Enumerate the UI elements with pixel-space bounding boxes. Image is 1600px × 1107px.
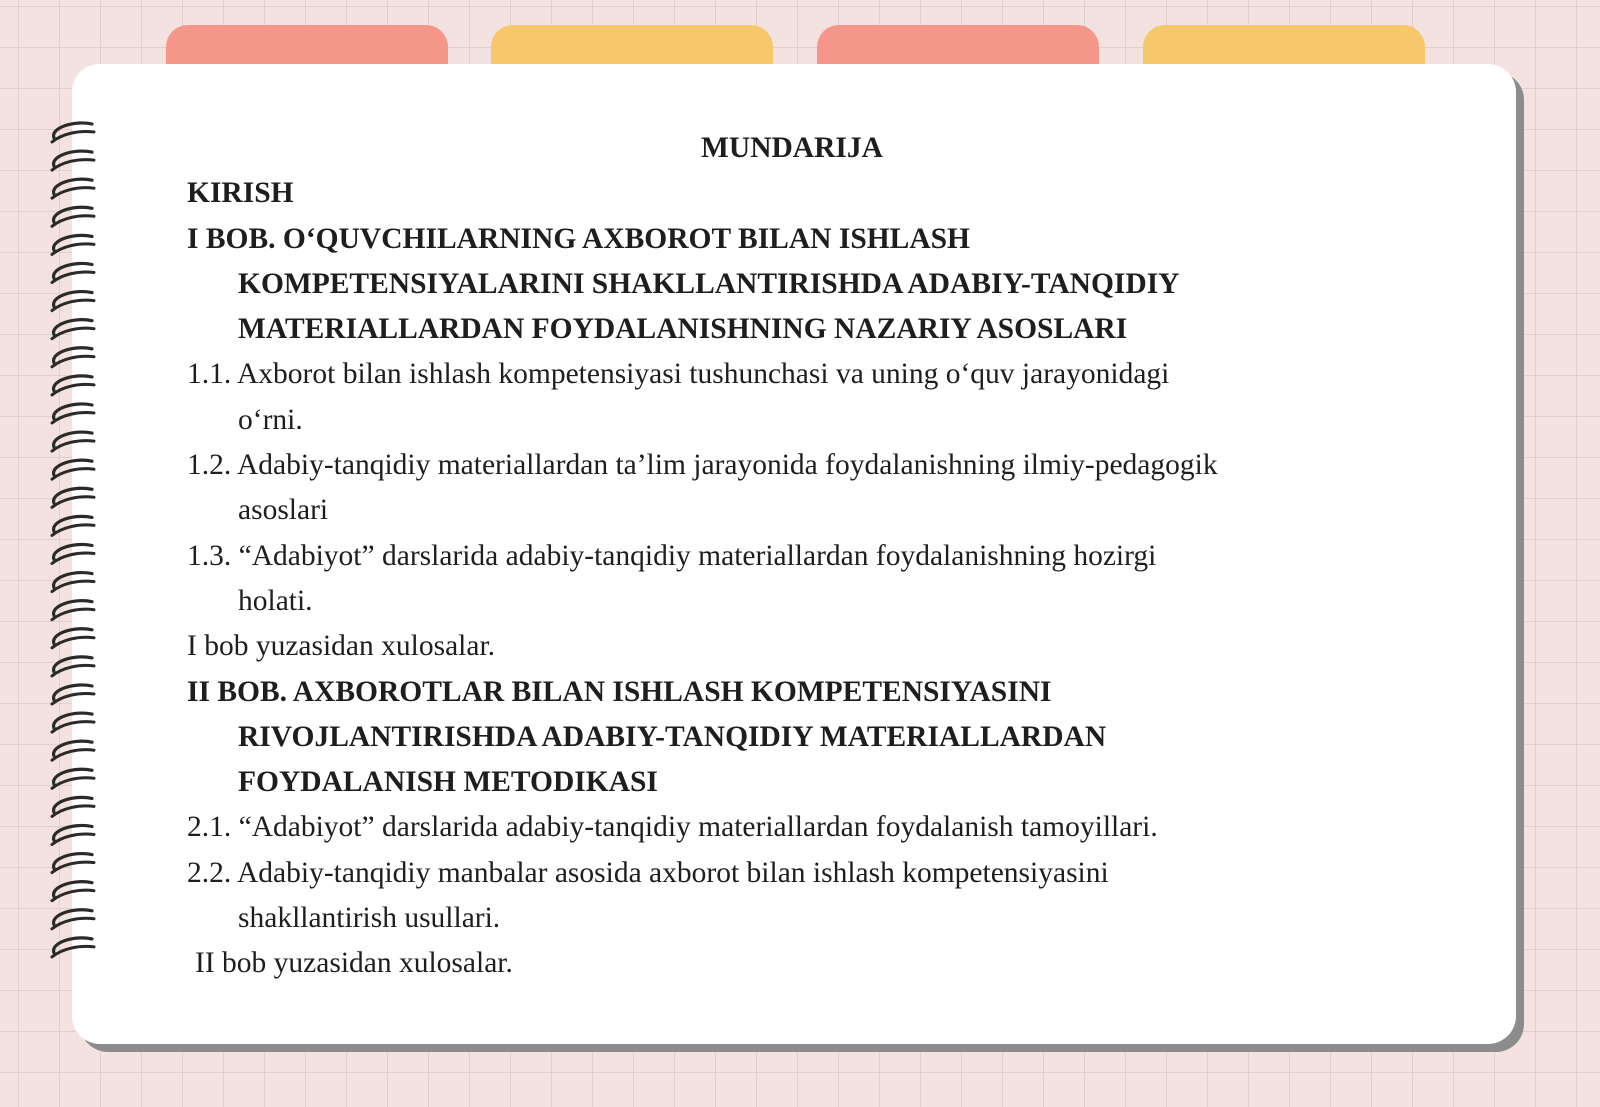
spiral-coil: [52, 657, 94, 676]
spiral-binding-icon: [44, 116, 100, 996]
spiral-coil: [52, 629, 94, 648]
spiral-coil: [52, 769, 94, 788]
toc-chapter-2-line-2: RIVOJLANTIRISHDA ADABIY-TANQIDIY MATERIALLARDAN: [238, 720, 1107, 753]
toc-section-2-2-line-1: 2.2. Adabiy-tanqidiy manbalar asosida axborot bilan ishlash kompetensiyasini: [187, 856, 1109, 889]
toc-section-1-1-line-1: 1.1. Axborot bilan ishlash kompetensiyasi tushunchasi va uning o‘quv jarayonidagi: [187, 358, 1170, 391]
spiral-coil: [52, 263, 94, 282]
spiral-coil: [52, 404, 94, 423]
spiral-coil: [52, 825, 94, 844]
toc-chapter-1-line-1: I BOB. O‘QUVCHILARNING AXBOROT BILAN ISHLASH: [187, 222, 971, 255]
toc-section-2-2-line-2: shakllantirish usullari.: [238, 902, 501, 935]
spiral-coil: [52, 376, 94, 395]
spiral-coil: [52, 292, 94, 311]
spiral-coil: [52, 601, 94, 620]
toc-conclusion-1: I bob yuzasidan xulosalar.: [187, 630, 496, 663]
spiral-coil: [52, 123, 94, 142]
spiral-coil: [52, 516, 94, 535]
spiral-coil: [52, 882, 94, 901]
toc-section-1-3-line-2: holati.: [238, 584, 313, 617]
spiral-coil: [52, 207, 94, 226]
table-of-contents: [187, 126, 1387, 987]
spiral-coil: [52, 460, 94, 479]
spiral-coil: [52, 320, 94, 339]
toc-section-1-1-line-2: o‘rni.: [238, 403, 303, 436]
spiral-coil: [52, 910, 94, 929]
spiral-coil: [52, 854, 94, 873]
spiral-coil: [52, 544, 94, 563]
page-title: MUNDARIJA: [701, 132, 883, 164]
spiral-coil: [52, 741, 94, 760]
toc-chapter-2-line-1: II BOB. AXBOROTLAR BILAN ISHLASH KOMPETENSIYASINI: [187, 675, 1052, 708]
spiral-coil: [52, 151, 94, 170]
toc-chapter-1-line-3: MATERIALLARDAN FOYDALANISHNING NAZARIY ASOSLARI: [238, 313, 1128, 346]
toc-conclusion-2: II bob yuzasidan xulosalar.: [195, 947, 513, 980]
toc-section-1-3-line-1: 1.3. “Adabiyot” darslarida adabiy-tanqidiy materiallardan foydalanishning hozirgi: [187, 539, 1157, 572]
toc-section-2-1-line-1: 2.1. “Adabiyot” darslarida adabiy-tanqidiy materiallardan foydalanish tamoyillari.: [187, 811, 1158, 844]
toc-chapter-1-line-2: KOMPETENSIYALARINI SHAKLLANTIRISHDA ADABIY-TANQIDIY: [238, 267, 1180, 300]
toc-section-1-2-line-2: asoslari: [238, 494, 329, 527]
spiral-coil: [52, 348, 94, 367]
spiral-coil: [52, 685, 94, 704]
toc-chapter-2-line-3: FOYDALANISH METODIKASI: [238, 766, 658, 799]
spiral-coil: [52, 938, 94, 957]
toc-intro: KIRISH: [187, 177, 294, 210]
spiral-coil: [52, 797, 94, 816]
spiral-coil: [52, 235, 94, 254]
spiral-coil: [52, 488, 94, 507]
toc-section-1-2-line-1: 1.2. Adabiy-tanqidiy materiallardan ta’lim jarayonida foydalanishning ilmiy-pedagogik: [187, 449, 1218, 482]
spiral-coil: [52, 573, 94, 592]
spiral-coil: [52, 179, 94, 198]
spiral-coil: [52, 432, 94, 451]
spiral-coil: [52, 713, 94, 732]
